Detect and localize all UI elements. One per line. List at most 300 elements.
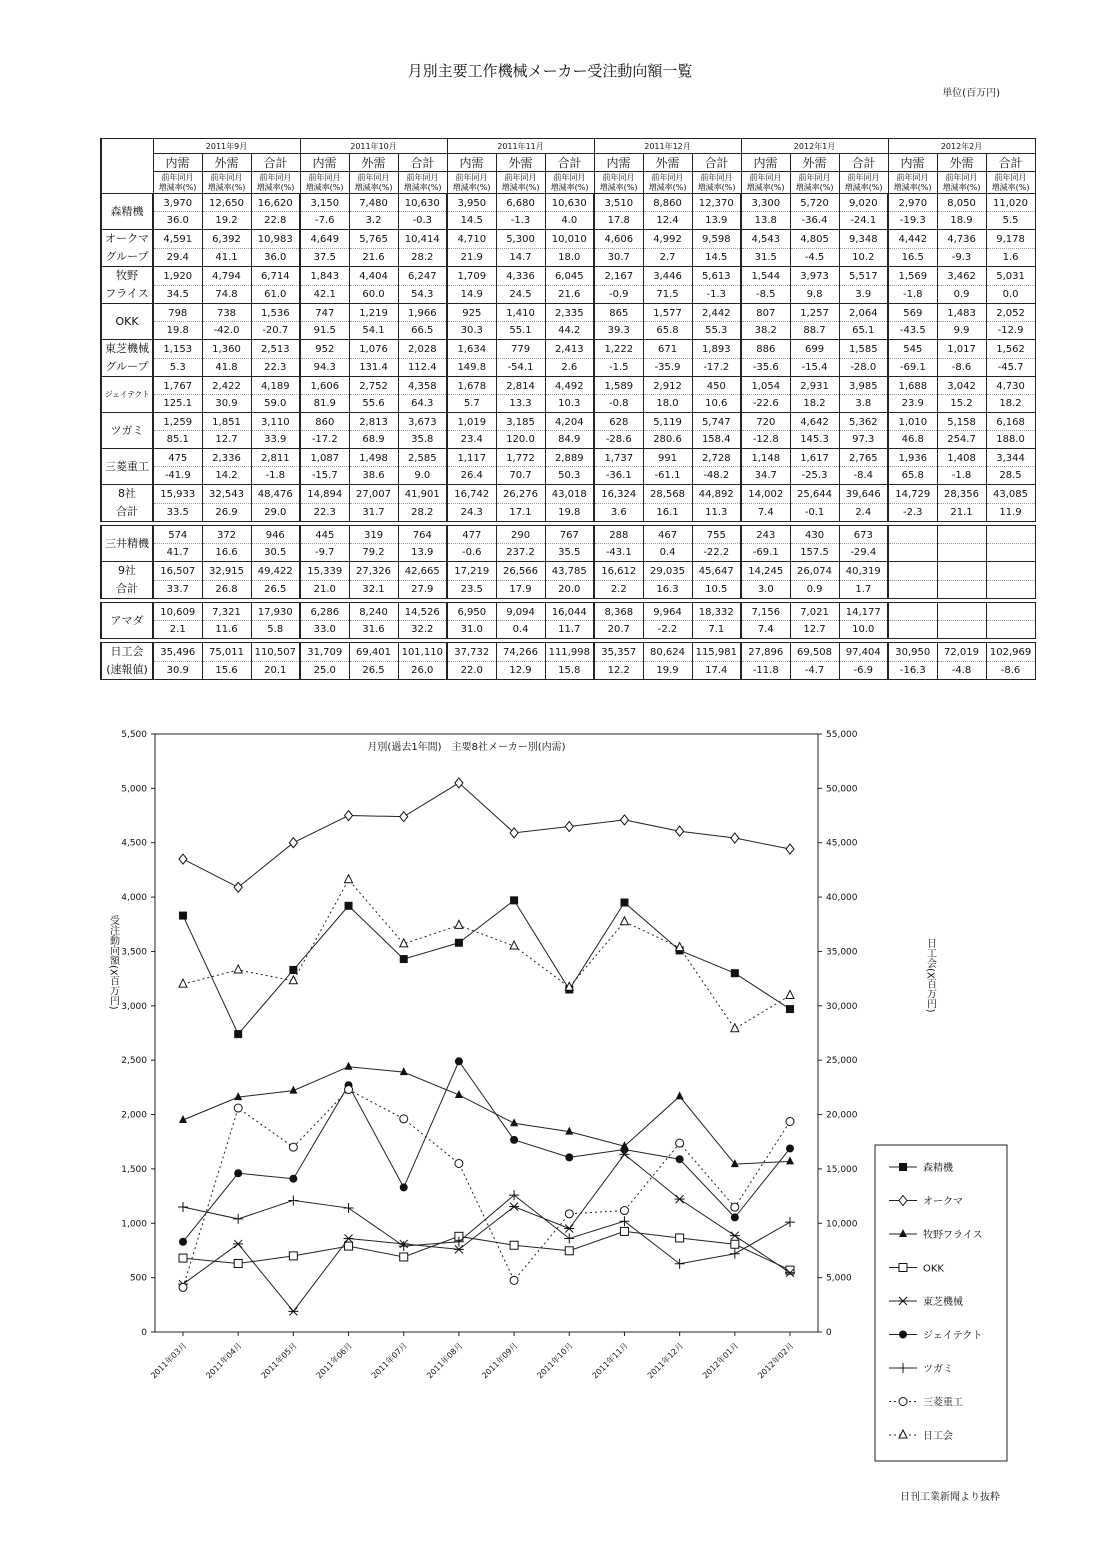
data-point xyxy=(289,1175,297,1183)
value-cell: 27,896 xyxy=(741,643,790,662)
value-cell: 40,319 xyxy=(839,562,888,581)
rate-cell: 36.0 xyxy=(153,212,202,230)
rate-cell: 4.0 xyxy=(545,212,594,230)
rate-cell: 65.1 xyxy=(839,322,888,340)
table-row-rates xyxy=(101,580,1035,599)
value-cell: 1,117 xyxy=(447,449,496,467)
value-cell: 14,894 xyxy=(300,485,349,504)
column-type-header: 内需 xyxy=(594,154,643,172)
value-cell: 2,422 xyxy=(202,377,251,395)
row-label: ジェイテクト xyxy=(101,377,153,413)
data-point xyxy=(676,1234,684,1242)
rate-cell: 5.7 xyxy=(447,395,496,413)
data-point xyxy=(510,941,518,949)
data-point xyxy=(730,1249,740,1259)
column-note-line1: 前年同月 xyxy=(798,172,831,182)
value-cell: 1,851 xyxy=(202,413,251,431)
data-point xyxy=(565,1210,573,1218)
table-row-rates xyxy=(101,544,1035,562)
rate-cell: 24.5 xyxy=(496,285,545,304)
value-cell: 946 xyxy=(251,526,300,544)
value-cell: 1,257 xyxy=(790,304,839,322)
value-cell: 10,010 xyxy=(545,230,594,249)
value-cell: 42,665 xyxy=(398,562,447,581)
data-point xyxy=(233,1240,243,1248)
value-cell: 1,410 xyxy=(496,304,545,322)
data-point xyxy=(510,1276,518,1284)
value-cell: 1,589 xyxy=(594,377,643,395)
rate-cell: 30.5 xyxy=(251,544,300,562)
column-note-header xyxy=(643,172,692,194)
rate-cell: -7.6 xyxy=(300,212,349,230)
table-row-rates xyxy=(101,358,1035,377)
rate-cell: 31.6 xyxy=(349,621,398,639)
rate-cell: 37.5 xyxy=(300,248,349,267)
data-point xyxy=(234,965,242,973)
value-cell xyxy=(937,526,986,544)
rate-cell: 94.3 xyxy=(300,358,349,377)
rate-cell: 14.5 xyxy=(447,212,496,230)
rate-cell: 21.1 xyxy=(937,503,986,522)
column-type-header: 外需 xyxy=(937,154,986,172)
value-cell: 6,680 xyxy=(496,194,545,212)
column-note-header xyxy=(741,172,790,194)
value-cell: 779 xyxy=(496,340,545,359)
value-cell: 8,240 xyxy=(349,603,398,621)
data-point xyxy=(234,1030,242,1038)
rate-cell: -2.2 xyxy=(643,621,692,639)
value-cell: 569 xyxy=(888,304,937,322)
value-cell: 2,970 xyxy=(888,194,937,212)
rate-cell: 25.0 xyxy=(300,661,349,680)
data-point xyxy=(676,1139,684,1147)
rate-cell: -24.1 xyxy=(839,212,888,230)
value-cell: 110,507 xyxy=(251,643,300,662)
rate-cell: 14.7 xyxy=(496,248,545,267)
value-cell: 628 xyxy=(594,413,643,431)
rate-cell: -15.7 xyxy=(300,467,349,485)
page-title: 月別主要工作機械メーカー受注動向額一覧 xyxy=(407,62,693,80)
rate-cell: 61.0 xyxy=(251,285,300,304)
value-cell: 3,344 xyxy=(986,449,1035,467)
value-cell: 372 xyxy=(202,526,251,544)
value-cell xyxy=(986,562,1035,581)
rate-cell: 68.9 xyxy=(349,431,398,449)
month-header: 2011年9月 xyxy=(153,139,300,154)
column-type-header: 外需 xyxy=(643,154,692,172)
column-type-header: 外需 xyxy=(349,154,398,172)
legend-label: ジェイテクト xyxy=(923,1330,983,1342)
rate-cell: -6.9 xyxy=(839,661,888,680)
rate-cell: -41.9 xyxy=(153,467,202,485)
column-type-header: 合計 xyxy=(986,154,1035,172)
legend-marker xyxy=(899,1264,907,1272)
legend-label: 日工会 xyxy=(923,1431,953,1442)
value-cell: 3,673 xyxy=(398,413,447,431)
row-label: 東芝機械 xyxy=(101,340,153,359)
column-note-header xyxy=(153,172,202,194)
rate-cell: 10.2 xyxy=(839,248,888,267)
y-tick-label: 4,500 xyxy=(121,838,147,849)
row-label-line2: グループ xyxy=(101,358,153,377)
rate-cell xyxy=(888,621,937,639)
value-cell: 1,076 xyxy=(349,340,398,359)
value-cell: 4,543 xyxy=(741,230,790,249)
rate-cell: 0.9 xyxy=(937,285,986,304)
table-row-rates xyxy=(101,212,1035,230)
row-label: 9社 xyxy=(101,562,153,581)
rate-cell: 31.5 xyxy=(741,248,790,267)
rate-cell: 41.8 xyxy=(202,358,251,377)
value-cell: 1,148 xyxy=(741,449,790,467)
value-cell: 9,020 xyxy=(839,194,888,212)
value-cell: 4,336 xyxy=(496,267,545,286)
column-type-header: 外需 xyxy=(496,154,545,172)
data-point xyxy=(731,1213,739,1221)
value-cell: 1,772 xyxy=(496,449,545,467)
rate-cell xyxy=(986,544,1035,562)
x-tick-label: 2011年12月 xyxy=(645,1341,686,1381)
column-note-header xyxy=(692,172,741,194)
table-row-rates xyxy=(101,467,1035,485)
rate-cell: 2.6 xyxy=(545,358,594,377)
value-cell: 26,074 xyxy=(790,562,839,581)
rate-cell: -22.6 xyxy=(741,395,790,413)
value-cell xyxy=(888,562,937,581)
rate-cell: -35.6 xyxy=(741,358,790,377)
rate-cell: 21.6 xyxy=(349,248,398,267)
row-label: 三井精機 xyxy=(101,526,153,562)
rate-cell: 24.3 xyxy=(447,503,496,522)
rate-cell: 5.3 xyxy=(153,358,202,377)
column-note-line2: 増減率(%) xyxy=(207,182,246,192)
y-tick-label: 500 xyxy=(129,1273,147,1284)
value-cell: 2,413 xyxy=(545,340,594,359)
data-point xyxy=(345,902,353,910)
rate-cell: 12.7 xyxy=(202,431,251,449)
y2-tick-label: 45,000 xyxy=(826,838,858,849)
column-note-header xyxy=(790,172,839,194)
value-cell: 1,010 xyxy=(888,413,937,431)
data-point xyxy=(676,826,684,836)
value-cell: 26,276 xyxy=(496,485,545,504)
rate-cell: 5.5 xyxy=(986,212,1035,230)
rate-cell: 32.2 xyxy=(398,621,447,639)
value-cell: 27,007 xyxy=(349,485,398,504)
column-type-header: 合計 xyxy=(398,154,447,172)
rate-cell: 7.4 xyxy=(741,621,790,639)
rate-cell: 79.2 xyxy=(349,544,398,562)
rate-cell: 50.3 xyxy=(545,467,594,485)
y-tick-label: 5,000 xyxy=(121,784,147,795)
value-cell: 574 xyxy=(153,526,202,544)
column-note-line1: 前年同月 xyxy=(357,172,390,182)
value-cell: 1,577 xyxy=(643,304,692,322)
value-cell: 720 xyxy=(741,413,790,431)
rate-cell: 20.7 xyxy=(594,621,643,639)
rate-cell: -45.7 xyxy=(986,358,1035,377)
table-row xyxy=(101,194,1035,212)
rate-cell: 26.5 xyxy=(349,661,398,680)
value-cell: 450 xyxy=(692,377,741,395)
y2-tick-label: 5,000 xyxy=(826,1273,852,1284)
data-point xyxy=(620,1207,628,1215)
column-note-line2: 増減率(%) xyxy=(158,182,197,192)
value-cell: 43,785 xyxy=(545,562,594,581)
value-cell: 1,936 xyxy=(888,449,937,467)
y-tick-label: 4,000 xyxy=(121,893,147,904)
value-cell: 925 xyxy=(447,304,496,322)
rate-cell: -11.8 xyxy=(741,661,790,680)
column-note-line2: 増減率(%) xyxy=(256,182,295,192)
y-axis-title: 受注動向額(X百万円) xyxy=(107,915,119,1010)
legend-label: ツガミ xyxy=(923,1364,953,1375)
x-tick-label: 2011年11月 xyxy=(590,1341,630,1381)
value-cell: 2,442 xyxy=(692,304,741,322)
rate-cell: -2.3 xyxy=(888,503,937,522)
rate-cell: 39.3 xyxy=(594,322,643,340)
rate-cell: -54.1 xyxy=(496,358,545,377)
value-cell: 2,064 xyxy=(839,304,888,322)
column-type-header: 合計 xyxy=(545,154,594,172)
column-note-header xyxy=(986,172,1035,194)
series-line xyxy=(183,880,790,1029)
value-cell: 49,422 xyxy=(251,562,300,581)
value-cell: 3,300 xyxy=(741,194,790,212)
data-point xyxy=(620,917,628,925)
value-cell: 4,442 xyxy=(888,230,937,249)
rate-cell: 38.2 xyxy=(741,322,790,340)
row-label-line2: 合計 xyxy=(101,503,153,522)
column-note-header xyxy=(839,172,888,194)
data-point xyxy=(676,1091,684,1099)
month-header: 2012年2月 xyxy=(888,139,1035,154)
rate-cell: 280.6 xyxy=(643,431,692,449)
value-cell: 5,362 xyxy=(839,413,888,431)
rate-cell: 55.3 xyxy=(692,322,741,340)
value-cell: 27,326 xyxy=(349,562,398,581)
rate-cell: 41.7 xyxy=(153,544,202,562)
y-tick-label: 2,000 xyxy=(121,1110,147,1121)
rate-cell: -29.4 xyxy=(839,544,888,562)
value-cell: 4,492 xyxy=(545,377,594,395)
value-cell: 1,585 xyxy=(839,340,888,359)
value-cell: 115,981 xyxy=(692,643,741,662)
table-row xyxy=(101,449,1035,467)
rate-cell: 3.8 xyxy=(839,395,888,413)
series-line xyxy=(183,1067,790,1164)
rate-cell: 3.9 xyxy=(839,285,888,304)
column-note-line1: 前年同月 xyxy=(700,172,733,182)
value-cell: 1,966 xyxy=(398,304,447,322)
rate-cell: 33.5 xyxy=(153,503,202,522)
column-note-line1: 前年同月 xyxy=(161,172,194,182)
rate-cell: 2.4 xyxy=(839,503,888,522)
rate-cell: 15.8 xyxy=(545,661,594,680)
data-point xyxy=(510,828,518,838)
table-row xyxy=(101,526,1035,544)
rate-cell: 19.2 xyxy=(202,212,251,230)
value-cell: 3,462 xyxy=(937,267,986,286)
rate-cell xyxy=(937,621,986,639)
rate-cell: 11.6 xyxy=(202,621,251,639)
column-note-line2: 増減率(%) xyxy=(305,182,344,192)
data-point xyxy=(731,969,739,977)
value-cell: 5,613 xyxy=(692,267,741,286)
value-cell: 3,973 xyxy=(790,267,839,286)
value-cell: 860 xyxy=(300,413,349,431)
value-cell: 1,019 xyxy=(447,413,496,431)
rate-cell: 5.8 xyxy=(251,621,300,639)
value-cell: 1,536 xyxy=(251,304,300,322)
value-cell: 952 xyxy=(300,340,349,359)
data-point xyxy=(344,1234,354,1242)
row-label-line2: フライス xyxy=(101,285,153,304)
value-cell: 43,085 xyxy=(986,485,1035,504)
row-label: 8社 xyxy=(101,485,153,504)
value-cell: 74,266 xyxy=(496,643,545,662)
rate-cell: -8.6 xyxy=(986,661,1035,680)
column-note-line1: 前年同月 xyxy=(308,172,341,182)
rate-cell: 55.1 xyxy=(496,322,545,340)
rate-cell: 66.5 xyxy=(398,322,447,340)
rate-cell: -17.2 xyxy=(300,431,349,449)
value-cell: 5,031 xyxy=(986,267,1035,286)
rate-cell: 3.0 xyxy=(741,580,790,599)
x-tick-label: 2011年06月 xyxy=(314,1341,354,1381)
data-point xyxy=(399,1241,409,1251)
value-cell xyxy=(888,603,937,621)
rate-cell: 28.2 xyxy=(398,248,447,267)
rate-cell: 30.7 xyxy=(594,248,643,267)
value-cell: 3,510 xyxy=(594,194,643,212)
rate-cell: 16.1 xyxy=(643,503,692,522)
rate-cell: -12.8 xyxy=(741,431,790,449)
value-cell: 2,585 xyxy=(398,449,447,467)
column-note-line2: 増減率(%) xyxy=(648,182,687,192)
rate-cell: 29.4 xyxy=(153,248,202,267)
value-cell: 44,892 xyxy=(692,485,741,504)
data-point xyxy=(676,1155,684,1163)
row-label-line2: グループ xyxy=(101,248,153,267)
rate-cell: 2.2 xyxy=(594,580,643,599)
rate-cell: 9.8 xyxy=(790,285,839,304)
rate-cell: -0.3 xyxy=(398,212,447,230)
value-cell: 4,404 xyxy=(349,267,398,286)
column-note-line1: 前年同月 xyxy=(553,172,586,182)
value-cell: 16,507 xyxy=(153,562,202,581)
rate-cell: 12.2 xyxy=(594,661,643,680)
value-cell: 1,737 xyxy=(594,449,643,467)
column-note-header xyxy=(937,172,986,194)
rate-cell: -36.1 xyxy=(594,467,643,485)
rate-cell: 0.0 xyxy=(986,285,1035,304)
y2-tick-label: 35,000 xyxy=(826,947,858,958)
value-cell: 10,630 xyxy=(545,194,594,212)
data-point xyxy=(178,1202,188,1212)
legend-label: 森精機 xyxy=(923,1163,953,1174)
value-cell: 5,158 xyxy=(937,413,986,431)
rate-cell: -16.3 xyxy=(888,661,937,680)
table-row-rates xyxy=(101,285,1035,304)
column-note-header xyxy=(545,172,594,194)
rate-cell: 55.6 xyxy=(349,395,398,413)
y-tick-label: 2,500 xyxy=(121,1056,147,1067)
rate-cell: -1.8 xyxy=(888,285,937,304)
column-note-line1: 前年同月 xyxy=(847,172,880,182)
rate-cell: 13.9 xyxy=(398,544,447,562)
rate-cell: -1.3 xyxy=(692,285,741,304)
type-header-row xyxy=(101,154,1035,172)
rate-cell: 38.6 xyxy=(349,467,398,485)
y-tick-label: 5,500 xyxy=(121,730,147,740)
column-note-line1: 前年同月 xyxy=(602,172,635,182)
rate-cell: -28.6 xyxy=(594,431,643,449)
data-point xyxy=(564,1224,574,1232)
rate-cell: -36.4 xyxy=(790,212,839,230)
table-row-rates xyxy=(101,431,1035,449)
column-note-header xyxy=(202,172,251,194)
series-line xyxy=(183,1231,790,1270)
value-cell: 39,646 xyxy=(839,485,888,504)
data-point xyxy=(510,896,518,904)
value-cell: 2,052 xyxy=(986,304,1035,322)
value-cell: 4,642 xyxy=(790,413,839,431)
rate-cell: 28.2 xyxy=(398,503,447,522)
series-line xyxy=(183,1061,790,1241)
data-point xyxy=(455,1057,463,1065)
rate-cell: 0.4 xyxy=(496,621,545,639)
rate-cell: 19.9 xyxy=(643,661,692,680)
rate-cell: 7.4 xyxy=(741,503,790,522)
data-point xyxy=(620,1227,628,1235)
value-cell: 6,286 xyxy=(300,603,349,621)
value-cell: 15,933 xyxy=(153,485,202,504)
value-cell: 4,736 xyxy=(937,230,986,249)
data-point xyxy=(786,1005,794,1013)
rate-cell: 30.3 xyxy=(447,322,496,340)
column-note-line1: 前年同月 xyxy=(504,172,537,182)
rate-cell: -48.2 xyxy=(692,467,741,485)
data-point xyxy=(179,854,187,864)
table-row xyxy=(101,603,1035,621)
rate-cell: 145.3 xyxy=(790,431,839,449)
data-point xyxy=(234,1260,242,1268)
value-cell: 1,920 xyxy=(153,267,202,286)
rate-cell: 237.2 xyxy=(496,544,545,562)
data-point xyxy=(288,1307,298,1315)
value-cell: 6,247 xyxy=(398,267,447,286)
column-note-line2: 増減率(%) xyxy=(550,182,589,192)
column-note-line2: 増減率(%) xyxy=(697,182,736,192)
value-cell: 16,612 xyxy=(594,562,643,581)
month-header: 2011年10月 xyxy=(300,139,447,154)
table-row xyxy=(101,413,1035,431)
rate-cell: -35.9 xyxy=(643,358,692,377)
table-row-rates xyxy=(101,248,1035,267)
value-cell: 738 xyxy=(202,304,251,322)
rate-cell: 10.5 xyxy=(692,580,741,599)
rate-cell: -12.9 xyxy=(986,322,1035,340)
value-cell: 1,153 xyxy=(153,340,202,359)
rate-cell: 16.5 xyxy=(888,248,937,267)
x-tick-label: 2011年08月 xyxy=(425,1341,465,1381)
value-cell: 5,119 xyxy=(643,413,692,431)
column-note-line1: 前年同月 xyxy=(896,172,929,182)
value-cell: 3,985 xyxy=(839,377,888,395)
value-cell: 1,222 xyxy=(594,340,643,359)
column-type-header: 内需 xyxy=(888,154,937,172)
